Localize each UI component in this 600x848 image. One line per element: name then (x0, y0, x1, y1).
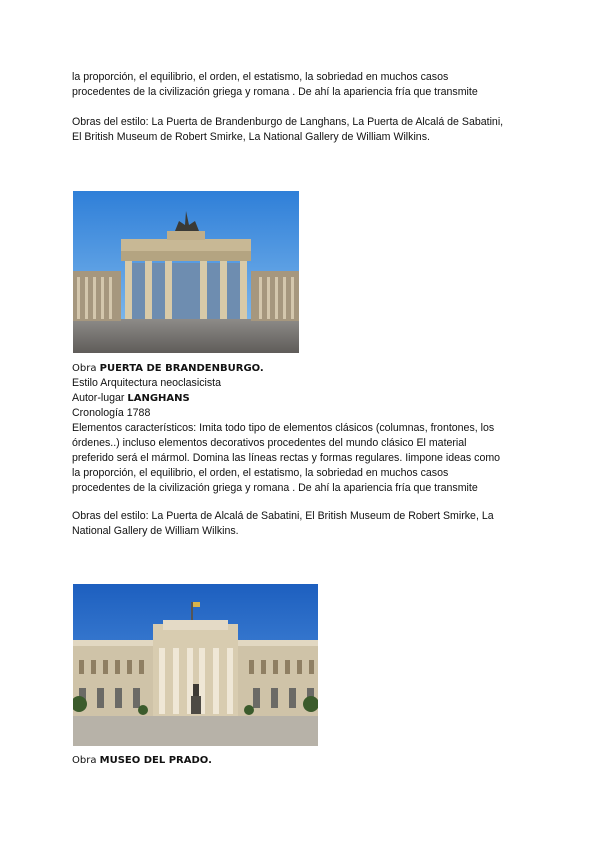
museo-del-prado-photo (73, 584, 318, 746)
works-text-block (72, 115, 532, 145)
brandenburg-gate-photo (73, 191, 299, 353)
text-line: preferido será el mármol. Domina las líneas rectas y formas regulares. Iimpone ideas como (72, 452, 501, 464)
text-line: National Gallery de William Wilkins. (72, 525, 239, 537)
author-line: Autor-lugar LANGHANS (72, 392, 190, 404)
brandenburg-info (72, 361, 532, 496)
work-title: Obra PUERTA DE BRANDENBURGO. (72, 363, 264, 374)
text-line: procedentes de la civilización griega y romana . De ahí la apariencia fría que transmite (72, 482, 478, 494)
text-line: la proporción, el equilibrio, el orden, el estatismo, la sobriedad en muchos casos (72, 467, 449, 479)
style-line: Estilo Arquitectura neoclasicista (72, 377, 221, 389)
text-line: Elementos característicos: Imita todo tipo de elementos clásicos (columnas, frontones, los (72, 422, 495, 434)
text-line: la proporción, el equilibrio, el orden, el estatismo, la sobriedad en muchos casos (72, 71, 449, 83)
prado-info (72, 753, 532, 768)
text-line: Obras del estilo: La Puerta de Brandenburgo de Langhans, La Puerta de Alcalá de Sabatini, (72, 116, 504, 128)
work-title: Obra MUSEO DEL PRADO. (72, 755, 212, 766)
text-line: procedentes de la civilización griega y romana . De ahí la apariencia fría que transmite (72, 86, 478, 98)
intro-text-block (72, 70, 532, 100)
chronology-line: Cronología 1788 (72, 407, 151, 419)
text-line: órdenes..) incluso elementos decorativos procedentes del mundo clásico El material (72, 437, 467, 449)
text-line: Obras del estilo: La Puerta de Alcalá de Sabatini, El British Museum de Robert Smirke, La (72, 510, 494, 522)
text-line: El British Museum de Robert Smirke, La National Gallery de William Wilkins. (72, 131, 430, 143)
brandenburg-works (72, 509, 532, 539)
